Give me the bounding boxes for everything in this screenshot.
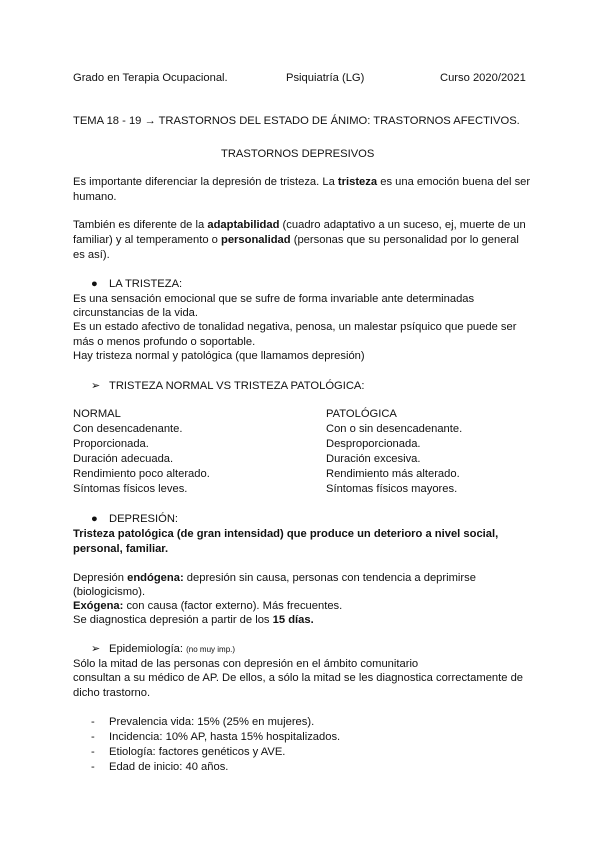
dash-bullet: - [91,761,95,773]
patologica-item: Con o sin desencadenante. [326,423,463,435]
patologica-item: Desproporcionada. [326,438,421,450]
tristeza-line: Es un estado afectivo de tonalidad negativa, penosa, un malestar psíquico que puede ser [73,321,517,333]
exogena-line: Exógena: con causa (factor externo). Más frecuentes. [73,600,343,612]
epidemiologia-item: Prevalencia vida: 15% (25% en mujeres). [109,716,315,728]
patologica-item: Duración excesiva. [326,453,421,465]
depresion-definition-line-2: personal, familiar. [73,543,169,555]
header-left: Grado en Terapia Ocupacional. [73,72,228,84]
epidemiologia-line: consultan a su médico de AP. De ellos, a sólo la mitad se les diagnostica correctamente de [73,672,524,684]
epidemiologia-item: Etiología: factores genéticos y AVE. [109,746,286,758]
arrow-bullet-icon: ➢ [91,643,101,655]
intro-paragraph-2-line-3: es así). [73,249,110,261]
epidemiologia-item: Edad de inicio: 40 años. [109,761,229,773]
tristeza-heading: LA TRISTEZA: [109,278,183,290]
endogena-line-2: (biologicismo). [73,586,146,598]
epidemiologia-item: Incidencia: 10% AP, hasta 15% hospitalizados. [109,731,341,743]
endogena-line-1: Depresión endógena: depresión sin causa, personas con tendencia a deprimirse [73,572,476,584]
normal-item: Síntomas físicos leves. [73,483,188,495]
patologica-item: Síntomas físicos mayores. [326,483,458,495]
depresion-definition-line-1: Tristeza patológica (de gran intensidad) que produce un deterioro a nivel social, [73,528,499,540]
topic-title: TEMA 18 - 19 → TRASTORNOS DEL ESTADO DE ÁNIMO: TRASTORNOS AFECTIVOS. [73,115,520,127]
bullet-icon: ● [91,513,98,525]
patologica-column-title: PATOLÓGICA [326,408,397,420]
header-right: Curso 2020/2021 [440,72,526,84]
intro-paragraph-2-line-1: También es diferente de la adaptabilidad (cuadro adaptativo a un suceso, ej, muerte de un [73,219,526,231]
diagnostico-line: Se diagnostica depresión a partir de los 15 días. [73,614,314,626]
depresion-heading: DEPRESIÓN: [109,513,179,525]
epidemiologia-line: Sólo la mitad de las personas con depresión en el ámbito comunitario [73,658,419,670]
normal-item: Con desencadenante. [73,423,183,435]
topic-subtitle: TRASTORNOS DEPRESIVOS [221,148,375,160]
intro-paragraph-1-line-2: humano. [73,191,117,203]
intro-paragraph-1-line-1: Es importante diferenciar la depresión de tristeza. La tristeza es una emoción buena del ser [73,176,531,188]
patologica-item: Rendimiento más alterado. [326,468,460,480]
tristeza-line: Es una sensación emocional que se sufre de forma invariable ante determinadas [73,293,475,305]
dash-bullet: - [91,731,95,743]
epidemiologia-line: dicho trastorno. [73,687,151,699]
epidemiologia-heading: Epidemiología: (no muy imp.) [109,643,236,655]
header-center: Psiquiatría (LG) [286,72,365,84]
comparison-heading: TRISTEZA NORMAL VS TRISTEZA PATOLÓGICA: [109,380,365,392]
normal-item: Duración adecuada. [73,453,174,465]
bullet-icon: ● [91,278,98,290]
tristeza-line: circunstancias de la vida. [73,307,198,319]
normal-column-title: NORMAL [73,408,121,420]
arrow-bullet-icon: ➢ [91,380,101,392]
tristeza-line: más o menos profundo o soportable. [73,336,256,348]
tristeza-line: Hay tristeza normal y patológica (que llamamos depresión) [73,350,365,362]
intro-paragraph-2-line-2: familiar) y al temperamento o personalidad (personas que su personalidad por lo general [73,234,519,246]
normal-item: Rendimiento poco alterado. [73,468,210,480]
normal-item: Proporcionada. [73,438,149,450]
dash-bullet: - [91,716,95,728]
epidemiologia-note: (no muy imp.) [186,645,236,654]
dash-bullet: - [91,746,95,758]
